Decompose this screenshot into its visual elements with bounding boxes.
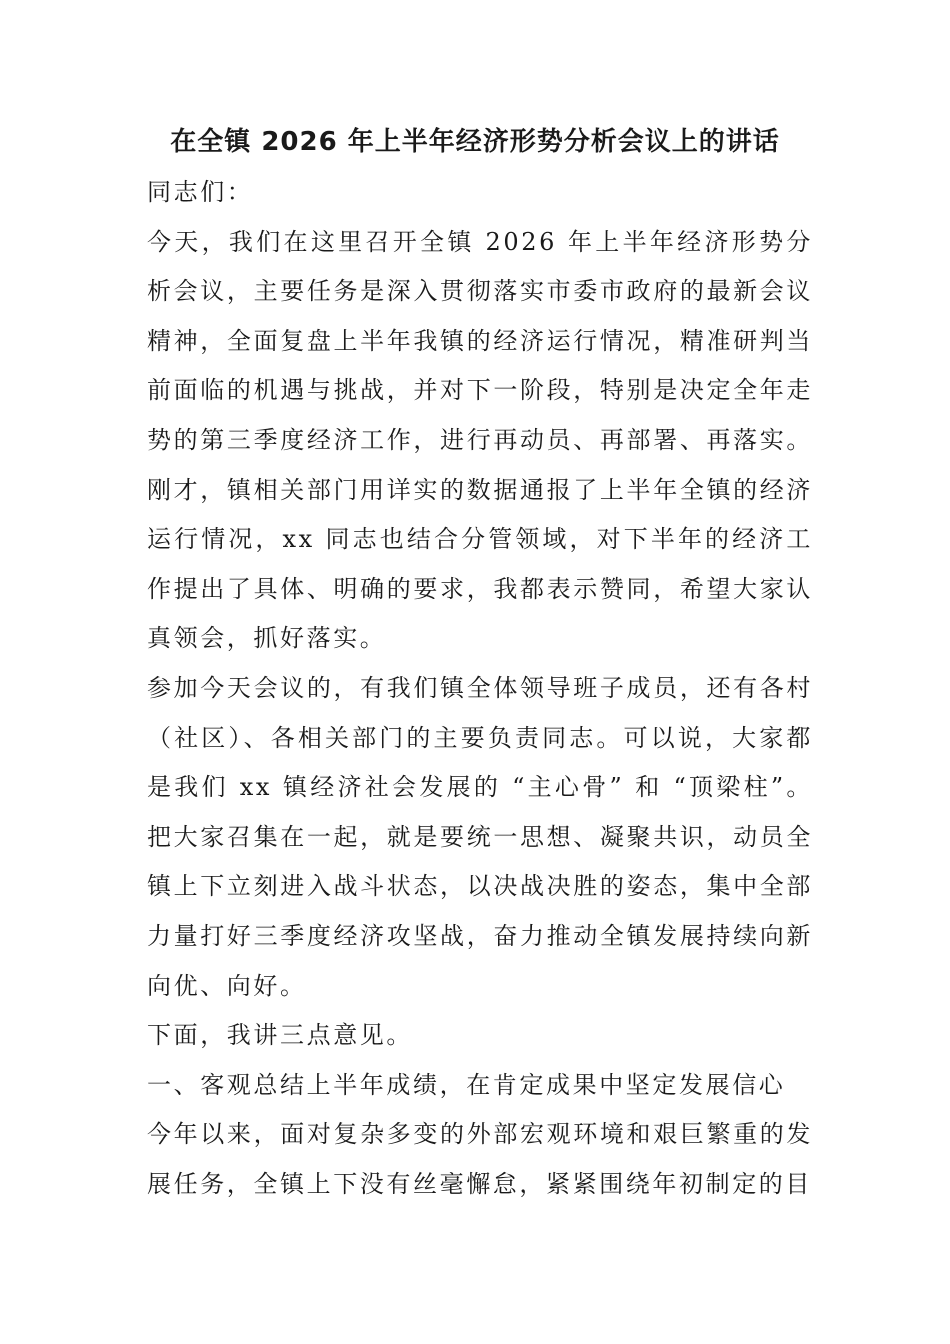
salutation: 同志们： [147,178,254,206]
document-body [147,168,813,1209]
section-paragraph-1: 今年以来，面对复杂多变的外部宏观环境和艰巨繁重的发展任务，全镇上下没有丝毫懈怠，紧紧围绕年初制定的目 [147,1120,813,1198]
paragraph-attendees: 参加今天会议的，有我们镇全体领导班子成员，还有各村（社区）、各相关部门的主要负责同志。可以说，大家都是我们 xx 镇经济社会发展的 “主心骨” 和 “顶梁柱”。把大家召集在一起，就是要统一思想、凝聚共识，动员全镇上下立刻进入战斗状态，以决战决胜的姿态，集中全部力量打好三季度经济攻坚战，奋力推动全镇发展持续向新向优、向好。 [147,673,813,1000]
paragraph-outline: 下面，我讲三点意见。 [147,1021,413,1050]
document-title: 在全镇 2026 年上半年经济形势分析会议上的讲话 [170,127,780,157]
paragraph-opening: 今天，我们在这里召开全镇 2026 年上半年经济形势分析会议，主要任务是深入贯彻落实市委市政府的最新会议精神，全面复盘上半年我镇的经济运行情况，精准研判当前面临的机遇与挑战，并对下一阶段，特别是决定全年走势的第三季度经济工作，进行再动员、再部署、再落实。刚才，镇相关部门用详实的数据通报了上半年全镇的经济运行情况，xx 同志也结合分管领域，对下半年的经济工作提出了具体、明确的要求，我都表示赞同，希望大家认真领会，抓好落实。 [147,227,813,653]
section-heading-1: 一、客观总结上半年成绩，在肯定成果中坚定发展信心 [147,1070,786,1099]
